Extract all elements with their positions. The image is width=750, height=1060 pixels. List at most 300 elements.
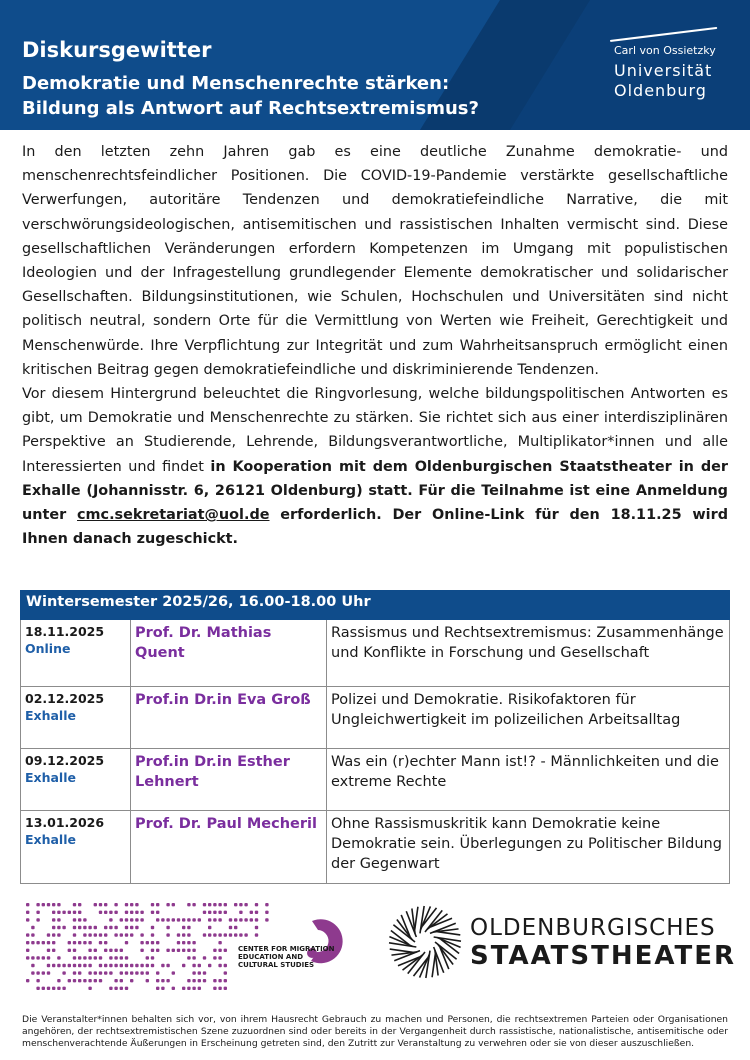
cmc-dot [151,933,154,936]
cmc-dot [192,918,195,921]
cmc-dot [208,964,211,967]
cmc-dot [265,918,268,921]
cmc-dot [88,926,91,929]
cmc-dot [198,971,201,974]
logo-line-2: Universität [614,61,713,80]
cmc-dot [26,956,29,959]
schedule-table [20,590,730,884]
cmc-dot [192,903,195,906]
cmc-dot [255,918,258,921]
event-topic: Ohne Rassismuskritik kann Demokratie keine Demokratie sein. Überlegungen zu Politischer Bildung der Gegenwart [331,816,722,872]
date-cell [21,620,131,687]
cmc-dot [151,941,154,944]
cmc-dot [172,987,175,990]
event-location: Exhalle [25,770,76,785]
cmc-dot [208,933,211,936]
cmc-dot [36,987,39,990]
cmc-dot [140,941,143,944]
cmc-dot [198,979,201,982]
cmc-dot [68,979,71,982]
cmc-dot [135,971,138,974]
cmc-dot [140,949,143,952]
cmc-dot [218,933,221,936]
cmc-dot [192,979,195,982]
cmc-dot [125,956,128,959]
cmc-dot [213,903,216,906]
cmc-dot [182,941,185,944]
cmc-dot [104,941,107,944]
cmc-dot [73,956,76,959]
event-date: 13.01.2026 [25,815,105,830]
cmc-dot [244,918,247,921]
cmc-dot [234,918,237,921]
header-banner [0,0,750,130]
cmc-dot [78,941,81,944]
cmc-dot [146,979,149,982]
table-row [21,749,730,811]
topic-cell [327,811,730,884]
theater-name-line-1: OLDENBURGISCHES [470,915,716,941]
cmc-dot [135,911,138,914]
cmc-dot [135,926,138,929]
cmc-dot [208,918,211,921]
schedule-heading: Wintersemester 2025/26, 16.00-18.00 Uhr [21,591,730,620]
cmc-dot [88,956,91,959]
cmc-dot [36,918,39,921]
cmc-dot [114,933,117,936]
cmc-dot [73,979,76,982]
cmc-dot [177,918,180,921]
cmc-dot [52,964,55,967]
cmc-dot [203,911,206,914]
cmc-dot [42,987,45,990]
event-topic: Rassismus und Rechtsextremismus: Zusammenhänge und Konflikte in Forschung und Gesellschaft [331,625,724,661]
cmc-dot [146,956,149,959]
cmc-dot [73,926,76,929]
cmc-dot [36,941,39,944]
cmc-dot [125,903,128,906]
cmc-dot [224,987,227,990]
cmc-dot [177,941,180,944]
cmc-dot [151,903,154,906]
cmc-dot [109,949,112,952]
cmc-dot [42,971,45,974]
table-row [21,620,730,687]
cmc-text-line-2: EDUCATION AND [238,953,303,961]
cmc-dot [208,903,211,906]
cmc-dot [47,949,50,952]
cmc-dot [109,964,112,967]
cmc-dot [94,949,97,952]
cmc-dot [182,926,185,929]
cmc-dot [203,971,206,974]
schedule-header-row [21,591,730,620]
event-date: 02.12.2025 [25,691,105,706]
cmc-dot [125,911,128,914]
cmc-dot [161,979,164,982]
cmc-dot [130,903,133,906]
cmc-dot [120,964,123,967]
cmc-dot [68,949,71,952]
cmc-dot [99,956,102,959]
cmc-dot [52,987,55,990]
logo-line-3: Oldenburg [614,81,707,100]
cmc-dot [218,956,221,959]
cmc-dot [78,979,81,982]
cmc-dot [94,903,97,906]
cmc-dot [166,933,169,936]
cmc-dot [78,918,81,921]
cmc-dot [99,971,102,974]
cmc-dot [68,941,71,944]
cmc-dot [31,971,34,974]
cmc-dot [250,911,253,914]
cmc-dot [88,987,91,990]
cmc-dot [140,918,143,921]
cmc-dot [234,903,237,906]
cmc-dot [130,918,133,921]
cmc-dot [213,956,216,959]
intro-p2-bold-a: in Kooperation mit dem Oldenburgischen Staatstheater in der Exhalle (Johannisstr. 6, 26121 Oldenburg) statt. Für die Teilnahme ist eine Anmeldung unter [22,458,728,524]
cmc-dot [182,949,185,952]
cmc-dot [187,979,190,982]
cmc-dot [68,964,71,967]
cmc-dot [57,933,60,936]
cmc-dot [218,918,221,921]
subtitle-line-2: Bildung als Antwort auf Rechtsextremismus? [22,98,479,119]
cmc-dot [125,987,128,990]
cmc-dot [151,956,154,959]
burst-ray [415,907,418,930]
cmc-dot [104,964,107,967]
cmc-dot [73,911,76,914]
cmc-dot [192,956,195,959]
cmc-dot [239,903,242,906]
cmc-dot [229,918,232,921]
intro-p2-bold-b: erforderlich. Der Online-Link für den 18.11.25 wird Ihnen danach zugeschickt. [22,507,728,548]
cmc-dot [265,903,268,906]
footer-disclaimer: Die Veranstalter*innen behalten sich vor, von ihrem Hausrecht Gebrauch zu machen und Personen, die rechtsextremen Parteien oder Organisationen angehören, der rechtsextremistischen Szene zuzuordnen sind oder bereits in der Vergangenheit durch rassistische, nationalistische, antisemitische oder menschenverachtende Äußerungen in Erscheinung getreten sind, den Zutritt zur Veranstaltung zu verwehren oder sie von dieser auszuschließen. [22,1014,728,1049]
cmc-dot [114,979,117,982]
cmc-dot [224,949,227,952]
cmc-dot [109,987,112,990]
cmc-dot [57,964,60,967]
cmc-dot [166,949,169,952]
cmc-dot [208,911,211,914]
topic-cell [327,620,730,687]
cmc-dot [239,918,242,921]
cmc-dot [187,941,190,944]
cmc-dot [156,941,159,944]
cmc-dot [120,918,123,921]
burst-ray [437,932,460,935]
cmc-dot [47,964,50,967]
cmc-dot [88,979,91,982]
cmc-dot [218,911,221,914]
event-speaker: Prof. Dr. Mathias Quent [135,625,272,661]
cmc-dot [99,964,102,967]
table-row [21,687,730,749]
cmc-dot [229,926,232,929]
cmc-dot [151,926,154,929]
cmc-dot [52,903,55,906]
cmc-dot [161,918,164,921]
subtitle-line-1: Demokratie und Menschenrechte stärken: [22,73,450,94]
cmc-dot [31,926,34,929]
cmc-dot [104,971,107,974]
cmc-dot [130,979,133,982]
university-logo [610,30,722,110]
cmc-dot [47,933,50,936]
cmc-dot [47,941,50,944]
cmc-dot [172,918,175,921]
cmc-dot [99,903,102,906]
cmc-dot [109,926,112,929]
cmc-dot [151,949,154,952]
cmc-dot [182,964,185,967]
cmc-dot [198,964,201,967]
logo-line-1: Carl von Ossietzky [614,44,716,57]
page-subtitle [22,71,542,121]
cmc-dot [99,911,102,914]
event-location: Exhalle [25,832,76,847]
cmc-dot [83,918,86,921]
cmc-dot [73,971,76,974]
cmc-dot [177,949,180,952]
event-location: Online [25,641,71,656]
cmc-dot [114,949,117,952]
cmc-dot [62,911,65,914]
cmc-dot [125,918,128,921]
cmc-dot [120,971,123,974]
cmc-dot [218,903,221,906]
intro-p2-plain: Vor diesem Hintergrund beleuchtet die Ringvorlesung, welche bildungspolitischen Antworten es gibt, um Demokratie und Menschenrechte zu stärken. Sie richtet sich aus einer interdisziplinären Perspektive an Studierende, Lehrende, Bildungsverantwortliche, Multiplikator*innen und alle Interessierten und findet [22,386,728,475]
cmc-dot [83,926,86,929]
cmc-dot [208,926,211,929]
cmc-dot [57,903,60,906]
cmc-dot [135,964,138,967]
cmc-dot [166,979,169,982]
cmc-dot [166,926,169,929]
cmc-dot [229,933,232,936]
cmc-dot [255,911,258,914]
cmc-dot [73,949,76,952]
cmc-dot [62,971,65,974]
cmc-dot [104,933,107,936]
cmc-dot [109,911,112,914]
cmc-dot [125,926,128,929]
cmc-dot [135,903,138,906]
topic-cell [327,749,730,811]
cmc-dot [36,903,39,906]
cmc-dot [78,926,81,929]
cmc-dot [218,949,221,952]
cmc-dot [57,918,60,921]
cmc-dot [62,987,65,990]
cmc-dot [161,964,164,967]
cmc-dot [224,911,227,914]
cmc-dot [187,918,190,921]
date-cell [21,811,131,884]
cmc-dot [104,911,107,914]
staatstheater-burst-icon [389,906,461,978]
cmc-dot [156,918,159,921]
cmc-dot [78,964,81,967]
cmc-dot [42,903,45,906]
cmc-dot [255,933,258,936]
cmc-dot [114,987,117,990]
event-topic: Was ein (r)echter Mann ist!? - Männlichkeiten und die extreme Rechte [331,754,719,790]
event-date: 09.12.2025 [25,753,105,768]
cmc-dot [239,933,242,936]
cmc-dot [52,949,55,952]
cmc-dot [156,903,159,906]
cmc-dot [26,903,29,906]
cmc-dot [99,979,102,982]
cmc-dot [125,971,128,974]
cmc-dot [187,956,190,959]
cmc-dot [140,933,143,936]
cmc-dot [218,979,221,982]
event-speaker: Prof. Dr. Paul Mecheril [135,816,317,832]
cmc-dot [172,949,175,952]
event-date: 18.11.2025 [25,624,105,639]
event-speaker: Prof.in Dr.in Eva Groß [135,692,311,708]
cmc-dot [52,918,55,921]
cmc-dot [218,964,221,967]
cmc-dot [166,903,169,906]
cmc-dot [109,918,112,921]
cmc-dot [224,971,227,974]
cmc-dot [130,926,133,929]
cmc-dot [140,971,143,974]
cmc-dot [187,949,190,952]
cmc-dot [88,949,91,952]
intro-paragraph-2 [22,382,728,551]
cmc-dot [62,926,65,929]
cmc-dot [94,971,97,974]
cmc-dot [213,933,216,936]
cmc-dot [120,949,123,952]
cmc-dot [130,933,133,936]
event-speaker: Prof.in Dr.in Esther Lehnert [135,754,290,790]
cmc-dot [83,941,86,944]
cmc-dot [94,979,97,982]
cmc-dot [166,918,169,921]
cmc-dot [26,949,29,952]
topic-cell [327,687,730,749]
cmc-dot [47,903,50,906]
page-title: Diskursgewitter [22,38,212,62]
cmc-dot [31,964,34,967]
date-cell [21,749,131,811]
date-cell [21,687,131,749]
cmc-dot [146,941,149,944]
cmc-dot [52,941,55,944]
intro-text [22,140,728,551]
cmc-dot [73,903,76,906]
cmc-dot [130,911,133,914]
cmc-dot [120,979,123,982]
intro-paragraph-1: In den letzten zehn Jahren gab es eine deutliche Zunahme demokratie- und menschenrechtsfeindlicher Positionen. Die COVID-19-Pandemie verstärkte gesellschaftliche Verwerfungen, autoritäre Tendenzen und demokratiefeindliche Narrative, die mit verschwörungsideologischen, antisemitischen und rassistischen Inhalten vermischt sind. Diese gesellschaftlichen Veränderungen erfordern Kompetenzen im Umgang mit populistischen Ideologien und der Infragestellung grundlegender Elemente demokratischer und solidarischer Gesellschaften. Bildungsinstitutionen, wie Schulen, Hochschulen und Universitäten sind nicht politisch neutral, sondern Orte für die Vermittlung von Werten wie Freiheit, Gerechtigkeit und Menschenwürde. Ihre Verpflichtung zur Integrität und zum Wahrheitsanspruch ermöglicht einen kritischen Beitrag gegen demokratiefeindliche und diskriminierende Tendenzen. [22,144,728,378]
cmc-dot [31,933,34,936]
cmc-dot [26,918,29,921]
cmc-dot [52,933,55,936]
cmc-dot [104,903,107,906]
speaker-cell [131,687,327,749]
cmc-dot [182,918,185,921]
cmc-dot [218,941,221,944]
cmc-dot [156,979,159,982]
cmc-text-line-3: CULTURAL STUDIES [238,961,315,969]
burst-ray [390,949,413,952]
cmc-dot [36,979,39,982]
cmc-dot [26,979,29,982]
cmc-dot [146,964,149,967]
cmc-dot [130,964,133,967]
cmc-dot [47,956,50,959]
cmc-dot [120,987,123,990]
event-location: Exhalle [25,708,76,723]
cmc-dot [203,933,206,936]
cmc-dot [78,911,81,914]
cmc-dot [244,933,247,936]
cmc-dot [156,971,159,974]
event-topic: Polizei und Demokratie. Risikofaktoren für Ungleichwertigkeit im polizeilichen Arbeitsalltag [331,692,681,728]
cmc-dot [140,964,143,967]
cmc-dot [234,926,237,929]
cmc-dot [83,933,86,936]
cmc-dot [36,971,39,974]
cmc-dot [224,979,227,982]
email-link[interactable]: cmc.sekretariat@uol.de [77,507,270,524]
cmc-dot [125,941,128,944]
cmc-dot [213,979,216,982]
cmc-dot [57,926,60,929]
cmc-dot [42,941,45,944]
cmc-dot [151,964,154,967]
cmc-dot [104,949,107,952]
cmc-dot [146,971,149,974]
cmc-dot [156,987,159,990]
cmc-dot [94,933,97,936]
cmc-dot [78,971,81,974]
burst-ray [432,954,435,977]
cmc-dot [213,987,216,990]
cmc-dot [166,964,169,967]
cmc-dot [62,964,65,967]
cmc-dot [203,903,206,906]
cmc-dot-pattern [26,903,269,990]
speaker-cell [131,749,327,811]
cmc-dot [250,918,253,921]
cmc-dot [192,949,195,952]
cmc-dot [99,933,102,936]
cmc-dot [182,987,185,990]
table-row [21,811,730,884]
cmc-dot [73,933,76,936]
cmc-dot [94,926,97,929]
cmc-dot [52,911,55,914]
cmc-dot [130,971,133,974]
cmc-dot [73,964,76,967]
cmc-dot [120,933,123,936]
cmc-dot [57,987,60,990]
cmc-dot [156,949,159,952]
cmc-dot [114,903,117,906]
cmc-dot [161,987,164,990]
cmc-dot [203,979,206,982]
